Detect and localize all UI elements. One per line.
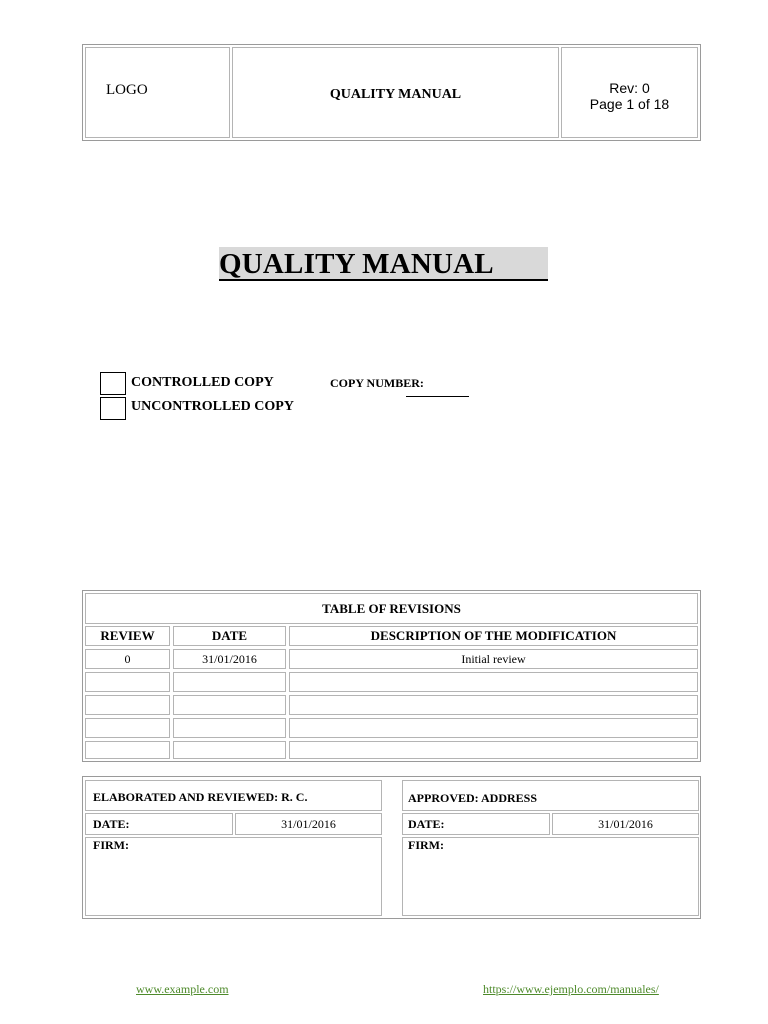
table-cell-date (173, 672, 286, 692)
column-header-review: REVIEW (85, 626, 170, 646)
header-revision-info (562, 80, 697, 112)
table-cell-date (173, 718, 286, 738)
elaborated-reviewed-title: ELABORATED AND REVIEWED: R. C. (85, 780, 382, 811)
controlled-copy-label: CONTROLLED COPY (131, 375, 274, 390)
table-cell-review (85, 695, 170, 715)
left-date-value: 31/01/2016 (235, 813, 382, 835)
table-cell-description (289, 718, 698, 738)
table-cell-review (85, 741, 170, 759)
copy-number-field[interactable] (406, 395, 469, 397)
revisions-table (82, 590, 701, 762)
table-cell-review: 0 (85, 649, 170, 669)
header-logo-cell (85, 47, 230, 138)
footer-link-left[interactable]: www.example.com (136, 982, 229, 996)
copy-number-label: COPY NUMBER: (330, 376, 424, 390)
column-header-date: DATE (173, 626, 286, 646)
table-cell-description (289, 672, 698, 692)
table-cell-date: 31/01/2016 (173, 649, 286, 669)
table-cell-review (85, 672, 170, 692)
left-date-label: DATE: (85, 813, 233, 835)
table-cell-date (173, 741, 286, 759)
uncontrolled-copy-checkbox[interactable] (100, 397, 126, 420)
footer-link-right[interactable]: https://www.ejemplo.com/manuales/ (483, 982, 659, 996)
page-title: QUALITY MANUAL (219, 247, 548, 281)
approval-table (82, 776, 701, 919)
table-cell-date (173, 695, 286, 715)
uncontrolled-copy-label: UNCONTROLLED COPY (131, 399, 294, 414)
document-header (82, 44, 701, 141)
table-cell-review (85, 718, 170, 738)
column-header-description: DESCRIPTION OF THE MODIFICATION (289, 626, 698, 646)
header-revision-cell (561, 47, 698, 138)
revisions-table-title: TABLE OF REVISIONS (85, 593, 698, 624)
page-number: Page 1 of 18 (589, 96, 670, 112)
header-title: QUALITY MANUAL (329, 87, 462, 102)
header-title-cell (232, 47, 559, 138)
right-firm-label: FIRM: (402, 837, 699, 916)
table-cell-description (289, 741, 698, 759)
table-cell-description: Initial review (289, 649, 698, 669)
left-firm-label: FIRM: (85, 837, 382, 916)
table-cell-description (289, 695, 698, 715)
controlled-copy-checkbox[interactable] (100, 372, 126, 395)
right-date-label: DATE: (402, 813, 550, 835)
approved-title: APPROVED: ADDRESS (402, 780, 699, 811)
logo: LOGO (106, 82, 148, 98)
revision-number: Rev: 0 (609, 80, 650, 96)
right-date-value: 31/01/2016 (552, 813, 699, 835)
